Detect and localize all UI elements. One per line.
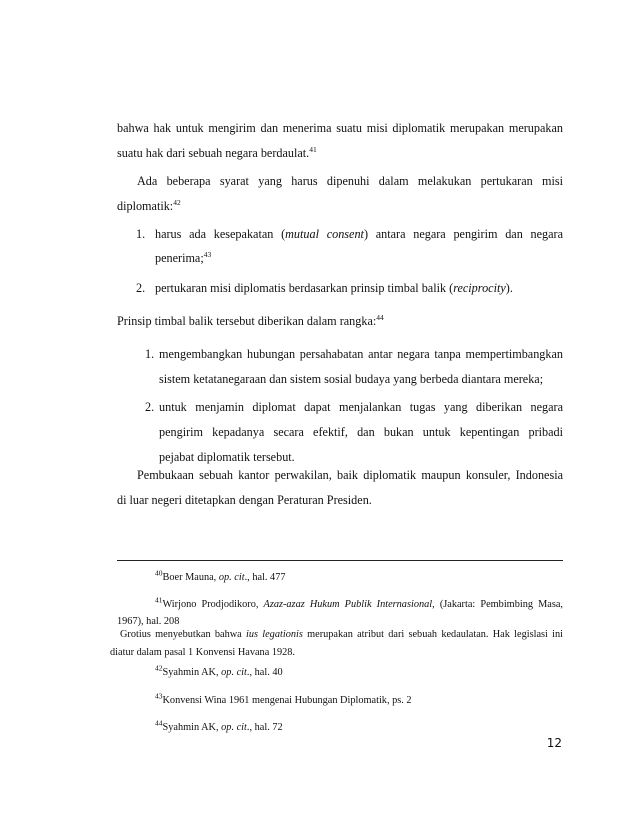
list1-item-2-post: ). <box>505 281 513 295</box>
list1-item-1-number: 1. <box>136 227 146 241</box>
footnote-grotius-post: merupakan atribut dari sebuah kedaulatan. Hak legislasi ini <box>302 629 563 640</box>
paragraph-3-text: Prinsip timbal balik tersebut diberikan dalam rangka: <box>117 314 377 328</box>
paragraph-4 <box>117 464 563 511</box>
list2-item-2-line-2: pengirim kepadanya secara efektif, dan bukan untuk kepentingan pribadi <box>159 425 563 439</box>
footnote-separator <box>117 560 563 561</box>
list2-item-1-number: 1. <box>145 347 155 361</box>
footnote-40-emphasis: op. cit <box>218 572 245 583</box>
footnote-41-post: , (Jakarta: Pembimbing Masa, <box>432 599 563 610</box>
footnote-42 <box>117 664 601 681</box>
footnote-41-pre: Wirjono Prodjodikoro, <box>162 599 264 610</box>
list1-item-1-line-2 <box>155 247 563 269</box>
footnote-ref-43: 43 <box>203 249 212 259</box>
footnote-40-pre: Boer Mauna, <box>162 572 219 583</box>
list1-item-2-number: 2. <box>136 281 146 295</box>
footnote-41 <box>117 596 563 630</box>
footnote-43 <box>117 692 601 709</box>
footnote-44-emphasis: op. cit <box>221 722 247 733</box>
footnote-44 <box>117 719 601 736</box>
footnote-ref-42: 42 <box>173 197 181 207</box>
footnote-44-pre: Syahmin AK, <box>162 722 222 733</box>
footnote-44-post: ., hal. 72 <box>246 722 283 733</box>
list1-item-1 <box>136 223 563 269</box>
paragraph-2 <box>117 170 563 217</box>
list2-item-1-line-1: mengembangkan hubungan persahabatan antar negara tanpa mempertimbangkan <box>159 347 563 361</box>
footnote-42-number: 42 <box>155 663 163 673</box>
footnote-42-post: ., hal. 40 <box>246 667 283 678</box>
paragraph-4-line-2: di luar negeri ditetapkan dengan Peraturan Presiden. <box>117 493 372 507</box>
footnote-41-line-1 <box>117 596 563 613</box>
paragraph-4-line-1: Pembukaan sebuah kantor perwakilan, baik diplomatik maupun konsuler, Indonesia <box>137 468 563 482</box>
list2-item-2-number: 2. <box>145 400 155 414</box>
list2-item-2-line-1: untuk menjamin diplomat dapat menjalankan tugas yang diberikan negara <box>159 400 563 414</box>
footnote-grotius-line-1 <box>110 626 563 644</box>
footnote-grotius-line-2: diatur dalam pasal 1 Konvensi Havana 1928. <box>110 647 296 658</box>
footnote-ref-41: 41 <box>309 144 317 154</box>
paragraph-2-text: diplomatik: <box>117 199 174 213</box>
paragraph-1 <box>117 117 563 164</box>
page-number: 12 <box>546 736 562 750</box>
footnote-41-emphasis: Azaz-azaz Hukum Publik Internasional <box>263 599 433 610</box>
footnote-40-number: 40 <box>155 568 163 578</box>
footnote-42-pre: Syahmin AK, <box>162 667 222 678</box>
paragraph-1-line-1: bahwa hak untuk mengirim dan menerima suatu misi diplomatik merupakan merupakan <box>117 121 563 135</box>
paragraph-3 <box>117 310 563 332</box>
paragraph-2-line-1: Ada beberapa syarat yang harus dipenuhi dalam melakukan pertukaran misi <box>137 174 563 188</box>
list2-item-2 <box>145 396 563 468</box>
footnote-grotius-pre: Grotius menyebutkan bahwa <box>120 629 246 640</box>
footnote-41-number: 41 <box>155 595 163 605</box>
footnote-40 <box>117 569 601 586</box>
list1-item-1-emphasis: mutual consent <box>285 227 364 241</box>
footnote-43-number: 43 <box>155 691 163 701</box>
footnote-42-emphasis: op. cit <box>221 667 247 678</box>
footnote-41-line-2: 1967), hal. 208 <box>117 616 180 627</box>
footnote-grotius-emphasis: ius legationis <box>245 629 303 640</box>
list1-item-2-emphasis: reciprocity <box>453 281 506 295</box>
list1-item-2-pre: pertukaran misi diplomatis berdasarkan prinsip timbal balik ( <box>155 281 454 295</box>
paragraph-1-line-2 <box>117 142 563 164</box>
paragraph-1-text: suatu hak dari sebuah negara berdaulat. <box>117 146 310 160</box>
footnote-grotius <box>110 626 563 662</box>
footnote-ref-44: 44 <box>376 312 384 322</box>
footnote-40-post: ., hal. 477 <box>244 572 286 583</box>
footnote-44-number: 44 <box>155 718 163 728</box>
paragraph-2-line-2 <box>117 195 563 217</box>
list1-item-2 <box>136 277 563 299</box>
list1-item-1-post: ) antara negara pengirim dan negara <box>363 227 563 241</box>
list2-item-2-line-3: pejabat diplomatik tersebut. <box>159 450 295 464</box>
list1-item-1-line-1 <box>155 223 563 245</box>
list2-item-1 <box>145 343 563 390</box>
list1-item-1-pre: harus ada kesepakatan ( <box>155 227 286 241</box>
list2-item-1-line-2: sistem ketatanegaraan dan sistem sosial budaya yang berbeda diantara mereka; <box>159 372 544 386</box>
footnote-43-text: Konvensi Wina 1961 mengenai Hubungan Diplomatik, ps. 2 <box>162 695 412 706</box>
list1-item-1-text: penerima; <box>155 251 204 265</box>
